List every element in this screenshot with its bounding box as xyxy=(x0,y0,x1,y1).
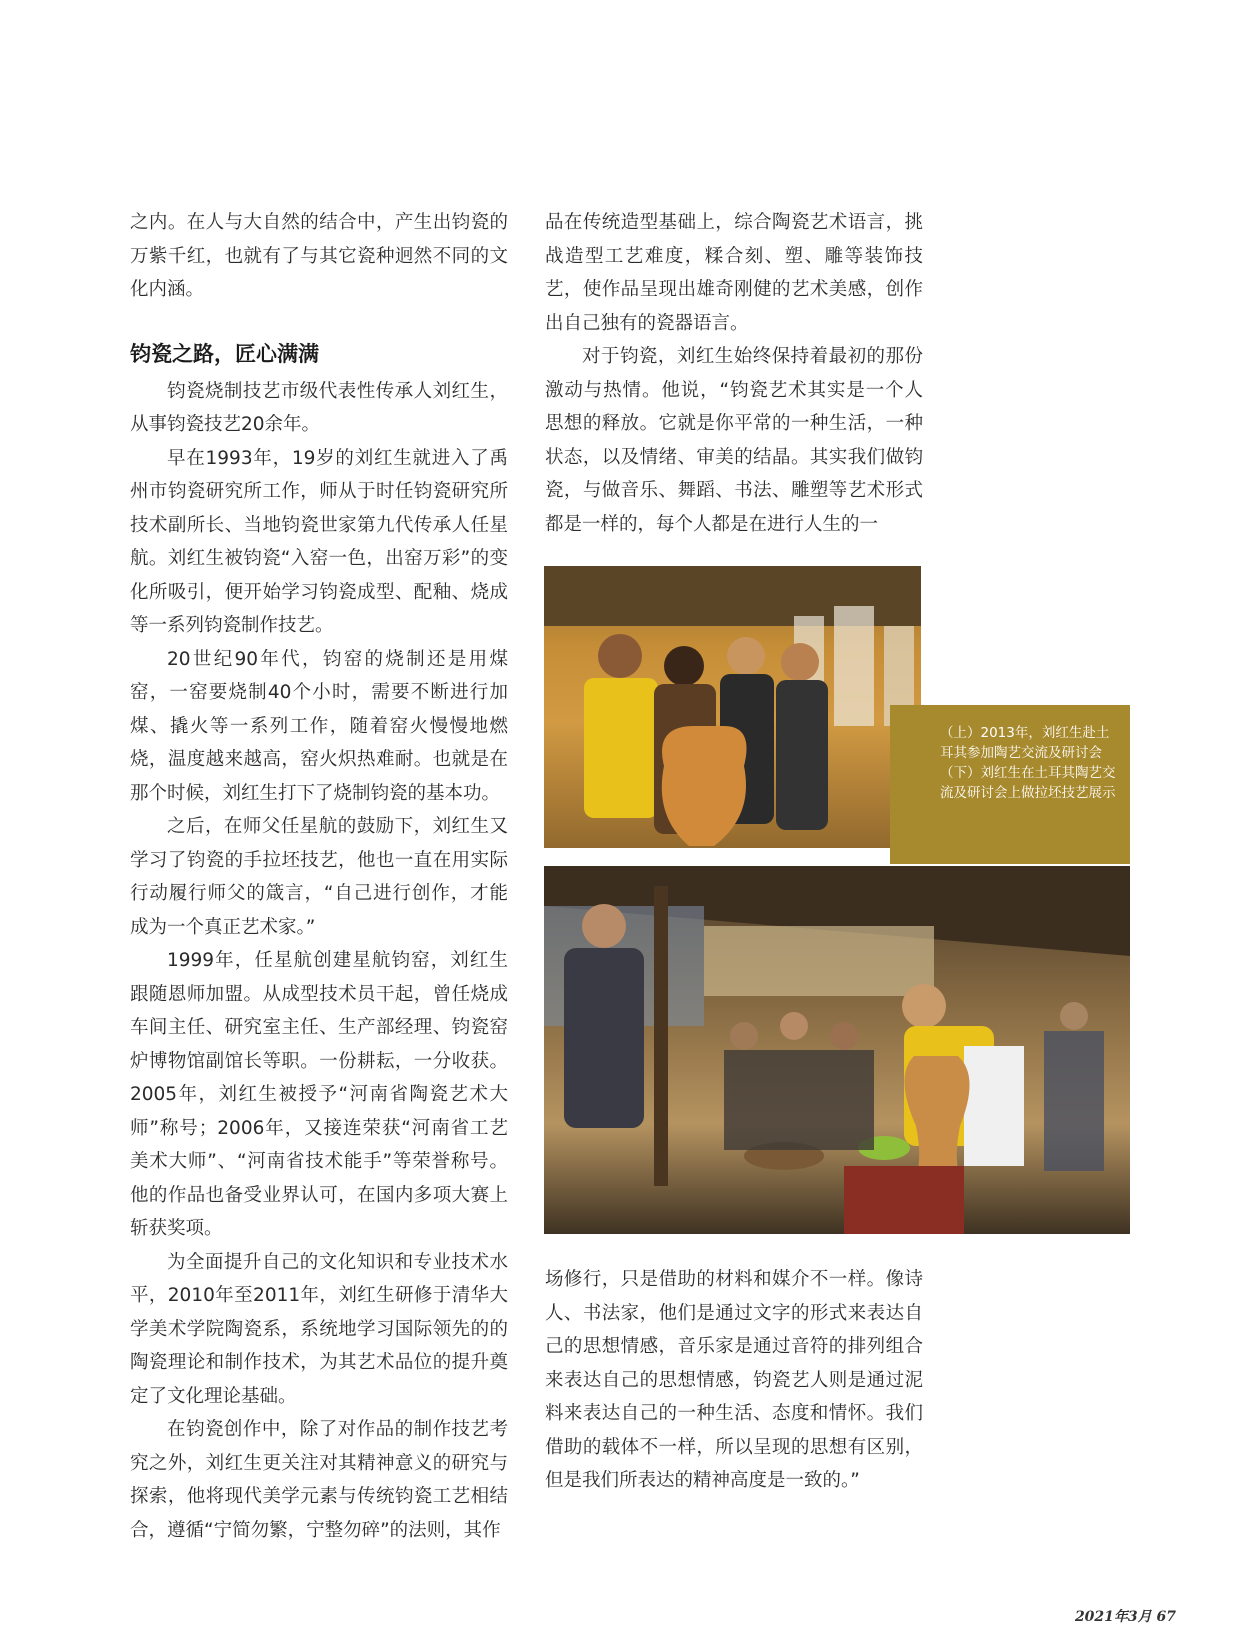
paragraph: 1999年，任星航创建星航钧窑，刘红生跟随恩师加盟。从成型技术员干起，曾任烧成车间主任、研究室主任、生产部经理、钧瓷窑炉博物馆副馆长等职。一份耕耘，一分收获。2005年，刘红生被授予“河南省陶瓷艺术大师”称号；2006年，又接连荣获“河南省工艺美术大师”、“河南省技术能手”等荣誉称号。他的作品也备受业界认可，在国内多项大赛上斩获奖项。 xyxy=(130,950,508,1239)
photo-group-portrait xyxy=(544,566,921,848)
paragraph: 钧瓷烧制技艺市级代表性传承人刘红生，从事钧瓷技艺20余年。 xyxy=(130,380,508,435)
photo-pottery-demonstration xyxy=(544,866,1130,1234)
caption-top: （上）2013年，刘红生赴土耳其参加陶艺交流及研讨会 xyxy=(940,725,1110,761)
photo-pottery-demonstration-illustration xyxy=(544,866,1130,1234)
paragraph: 在钧瓷创作中，除了对作品的制作技艺考究之外，刘红生更关注对其精神意义的研究与探索，他将现代美学元素与传统钧瓷工艺相结合，遵循“宁简勿繁，宁整勿碎”的法则，其作 xyxy=(130,1419,508,1541)
paragraph: 为全面提升自己的文化知识和专业技术水平，2010年至2011年，刘红生研修于清华大学美术学院陶瓷系，系统地学习国际领先的的陶瓷理论和制作技术，为其艺术品位的提升奠定了文化理论基础。 xyxy=(130,1251,508,1407)
right-column-top xyxy=(545,206,923,541)
paragraph: 之内。在人与大自然的结合中，产生出钧瓷的万紫千红，也就有了与其它瓷种迥然不同的文化内涵。 xyxy=(130,212,508,300)
paragraph: 品在传统造型基础上，综合陶瓷艺术语言，挑战造型工艺难度，糅合刻、塑、雕等装饰技艺，使作品呈现出雄奇刚健的艺术美感，创作出自己独有的瓷器语言。 xyxy=(545,212,923,334)
left-column xyxy=(130,206,508,1547)
photo-caption xyxy=(890,705,1130,864)
caption-bottom: （下）刘红生在土耳其陶艺交流及研讨会上做拉坯技艺展示 xyxy=(940,765,1116,801)
section-heading: 钧瓷之路，匠心满满 xyxy=(130,341,319,366)
page-footer: 2021年3月 67 xyxy=(1074,1609,1176,1625)
photo-group-portrait-illustration xyxy=(544,566,921,848)
paragraph: 对于钧瓷，刘红生始终保持着最初的那份激动与热情。他说，“钧瓷艺术其实是一个人思想的释放。它就是你平常的一种生活，一种状态，以及情绪、审美的结晶。其实我们做钧瓷，与做音乐、舞蹈、书法、雕塑等艺术形式都是一样的，每个人都是在进行人生的一 xyxy=(545,346,923,535)
paragraph: 早在1993年，19岁的刘红生就进入了禹州市钧瓷研究所工作，师从于时任钧瓷研究所技术副所长、当地钧瓷世家第九代传承人任星航。刘红生被钧瓷“入窑一色，出窑万彩”的变化所吸引，便开始学习钧瓷成型、配釉、烧成等一系列钧瓷制作技艺。 xyxy=(130,447,508,636)
paragraph: 场修行，只是借助的材料和媒介不一样。像诗人、书法家，他们是通过文字的形式来表达自己的思想情感，音乐家是通过音符的排列组合来表达自己的思想情感，钧瓷艺人则是通过泥料来表达自己的一种生活、态度和情怀。我们借助的载体不一样，所以呈现的思想有区别，但是我们所表达的精神高度是一致的。” xyxy=(545,1269,923,1491)
paragraph: 20世纪90年代，钧窑的烧制还是用煤窑，一窑要烧制40个小时，需要不断进行加煤、撬火等一系列工作，随着窑火慢慢地燃烧，温度越来越高，窑火炽热难耐。也就是在那个时候，刘红生打下了烧制钧瓷的基本功。 xyxy=(130,648,508,804)
paragraph: 之后，在师父任星航的鼓励下，刘红生又学习了钧瓷的手拉坯技艺，他也一直在用实际行动履行师父的箴言，“自己进行创作，才能成为一个真正艺术家。” xyxy=(130,816,508,938)
right-column-bottom xyxy=(545,1263,923,1498)
